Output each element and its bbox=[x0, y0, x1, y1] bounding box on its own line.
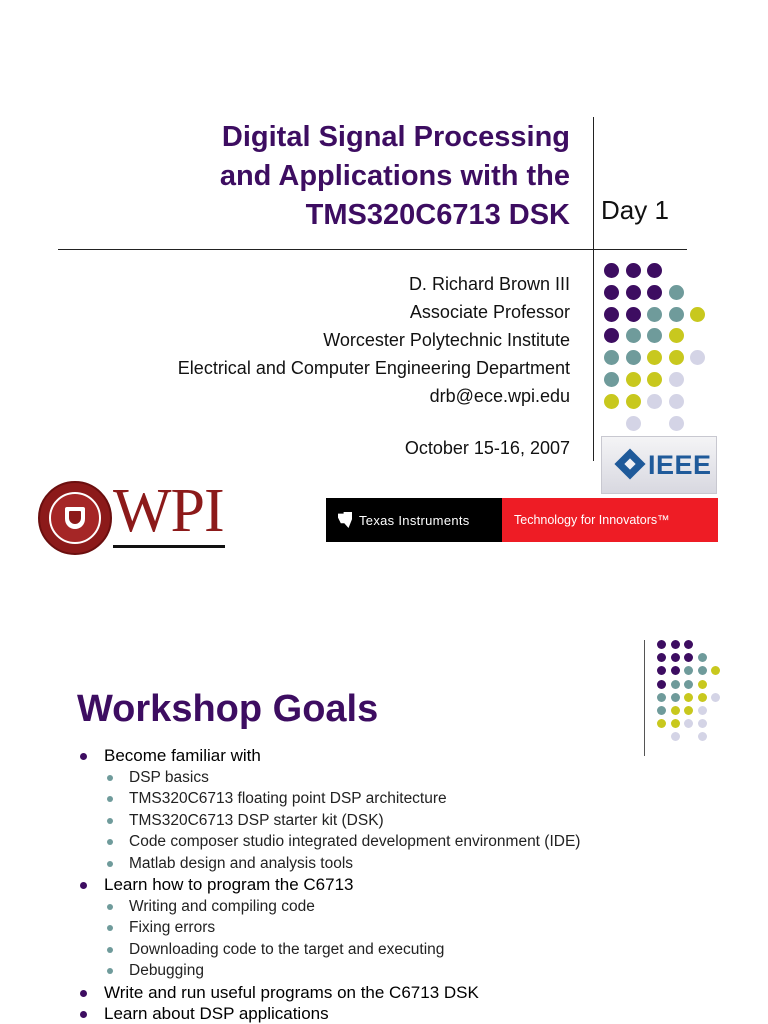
decorative-dot bbox=[626, 416, 641, 431]
decorative-dot bbox=[657, 693, 666, 702]
goal-subitem: Matlab design and analysis tools bbox=[78, 853, 758, 875]
title-line-2: and Applications with the bbox=[219, 160, 570, 192]
goal-subitem: TMS320C6713 DSP starter kit (DSK) bbox=[78, 810, 758, 832]
decorative-dot bbox=[671, 653, 680, 662]
decorative-dot bbox=[669, 372, 684, 387]
decorative-dot bbox=[698, 680, 707, 689]
decorative-dot bbox=[626, 307, 641, 322]
decorative-dot bbox=[698, 653, 707, 662]
decorative-dot bbox=[657, 706, 666, 715]
decorative-dot bbox=[657, 680, 666, 689]
ti-tagline: Technology for Innovators™ bbox=[514, 513, 670, 527]
presenter-department: Electrical and Computer Engineering Department bbox=[177, 358, 570, 378]
decorative-dot bbox=[626, 372, 641, 387]
decorative-dot bbox=[669, 307, 684, 322]
decorative-dot bbox=[604, 307, 619, 322]
decorative-dot bbox=[711, 666, 720, 675]
slide-title bbox=[110, 118, 570, 235]
decorative-dot bbox=[671, 706, 680, 715]
vertical-divider-small bbox=[644, 640, 645, 756]
decorative-dot bbox=[684, 640, 693, 649]
decorative-dot bbox=[690, 350, 705, 365]
decorative-dot bbox=[657, 719, 666, 728]
workshop-goals-title: Workshop Goals bbox=[77, 688, 379, 730]
ti-name: Texas Instruments bbox=[359, 513, 470, 528]
decorative-dot bbox=[698, 719, 707, 728]
decorative-dot bbox=[671, 640, 680, 649]
decorative-dot bbox=[684, 680, 693, 689]
decorative-dot bbox=[647, 307, 662, 322]
title-line-1: Digital Signal Processing bbox=[221, 121, 570, 153]
decorative-dot bbox=[657, 640, 666, 649]
decorative-dot bbox=[604, 328, 619, 343]
decorative-dot bbox=[711, 693, 720, 702]
decorative-dot bbox=[657, 666, 666, 675]
presenter-institution: Worcester Polytechnic Institute bbox=[323, 330, 570, 350]
decorative-dot bbox=[698, 732, 707, 741]
title-line-3: TMS320C6713 DSK bbox=[305, 199, 570, 231]
decorative-dot bbox=[604, 394, 619, 409]
goal-subitem: Fixing errors bbox=[78, 917, 758, 939]
horizontal-divider bbox=[58, 249, 687, 250]
wpi-seal-icon bbox=[38, 481, 112, 555]
decorative-dot bbox=[604, 372, 619, 387]
goal-item: Learn about DSP applications bbox=[78, 1003, 758, 1024]
decorative-dot bbox=[690, 307, 705, 322]
goal-item: Write and run useful programs on the C6713 DSK bbox=[78, 982, 758, 1004]
decorative-dot bbox=[657, 653, 666, 662]
decorative-dot bbox=[669, 328, 684, 343]
decorative-dot bbox=[647, 328, 662, 343]
wpi-logo-text: WPI bbox=[113, 477, 224, 545]
decorative-dot bbox=[626, 350, 641, 365]
decorative-dot bbox=[626, 328, 641, 343]
presenter-info bbox=[10, 270, 570, 410]
decorative-dot bbox=[684, 666, 693, 675]
decorative-dot bbox=[626, 263, 641, 278]
goal-subitem: TMS320C6713 floating point DSP architecture bbox=[78, 788, 758, 810]
decorative-dot bbox=[698, 706, 707, 715]
decorative-dot bbox=[604, 350, 619, 365]
ieee-diamond-icon bbox=[614, 448, 645, 479]
decorative-dot bbox=[669, 285, 684, 300]
shield-icon bbox=[65, 507, 85, 529]
decorative-dot bbox=[669, 416, 684, 431]
wpi-underline bbox=[113, 545, 225, 548]
decorative-dot bbox=[684, 706, 693, 715]
decorative-dot bbox=[647, 372, 662, 387]
texas-instruments-banner bbox=[326, 498, 718, 542]
decorative-dot bbox=[671, 680, 680, 689]
ieee-logo bbox=[601, 436, 717, 494]
goal-subitem: Writing and compiling code bbox=[78, 896, 758, 918]
presenter-role: Associate Professor bbox=[409, 302, 570, 322]
decorative-dot bbox=[671, 719, 680, 728]
ieee-logo-text: IEEE bbox=[648, 450, 712, 480]
decorative-dot bbox=[604, 263, 619, 278]
decorative-dot bbox=[671, 732, 680, 741]
ti-logo-icon bbox=[338, 512, 352, 528]
presenter-name: D. Richard Brown III bbox=[408, 274, 570, 294]
goal-item: Learn how to program the C6713 bbox=[78, 874, 758, 896]
decorative-dot bbox=[684, 719, 693, 728]
vertical-divider bbox=[593, 117, 594, 461]
day-label: Day 1 bbox=[601, 195, 669, 225]
decorative-dot bbox=[684, 653, 693, 662]
decorative-dot bbox=[698, 666, 707, 675]
decorative-dot bbox=[671, 693, 680, 702]
goal-subitem: Debugging bbox=[78, 960, 758, 982]
goal-subitem: Downloading code to the target and executing bbox=[78, 939, 758, 961]
goal-item: Become familiar with bbox=[78, 745, 758, 767]
decorative-dot bbox=[626, 285, 641, 300]
decorative-dot bbox=[647, 350, 662, 365]
presenter-email: drb@ece.wpi.edu bbox=[429, 386, 570, 406]
decorative-dot bbox=[698, 693, 707, 702]
decorative-dot bbox=[647, 263, 662, 278]
decorative-dot bbox=[669, 394, 684, 409]
decorative-dot bbox=[647, 285, 662, 300]
decorative-dot bbox=[671, 666, 680, 675]
decorative-dot bbox=[647, 394, 662, 409]
decorative-dot bbox=[684, 693, 693, 702]
event-date: October 15-16, 2007 bbox=[404, 438, 570, 458]
decorative-dot bbox=[626, 394, 641, 409]
goal-subitem: Code composer studio integrated development environment (IDE) bbox=[78, 831, 758, 853]
decorative-dot bbox=[669, 350, 684, 365]
goals-list bbox=[78, 745, 758, 1024]
goal-subitem: DSP basics bbox=[78, 767, 758, 789]
decorative-dot bbox=[604, 285, 619, 300]
